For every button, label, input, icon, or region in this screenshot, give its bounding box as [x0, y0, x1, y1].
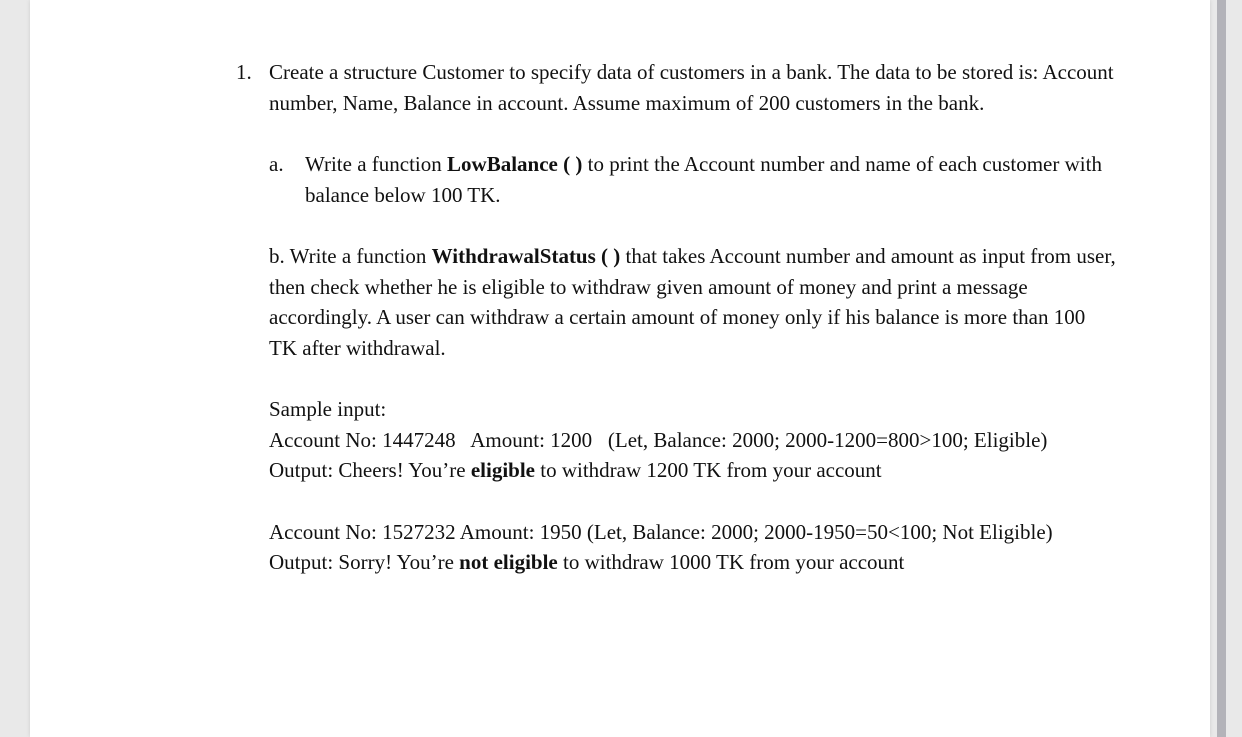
question-1 [236, 57, 1116, 118]
question-text: Create a structure Customer to specify data of customers in a bank. The data to be stored is: Account number, Name, Balance in account. Assume maximum of 200 customers in the bank. [269, 60, 1114, 115]
part-a [269, 149, 1116, 210]
sample-1-output-bold: eligible [470, 458, 535, 482]
question-number: 1. [236, 60, 252, 84]
part-a-function-name: LowBalance ( ) [447, 152, 583, 176]
sample-2-output-pre: Output: Sorry! You’re [269, 550, 460, 574]
document-content [236, 57, 1116, 578]
part-b-function-name: WithdrawalStatus ( ) [431, 244, 621, 268]
sample-1-input-text: Account No: 1447248 Amount: 1200 (Let, Balance: 2000; 2000-1200=800>100; Eligible) [269, 427, 1048, 452]
sample-1-input [269, 425, 1116, 456]
sample-1-output [269, 455, 1116, 486]
sample-1-output-pre: Output: Cheers! You’re [269, 458, 471, 482]
sample-1-output-post: to withdraw 1200 TK from your account [535, 458, 882, 482]
sample-2-output [269, 547, 1116, 578]
sample-1 [269, 394, 1116, 486]
sample-2-output-post: to withdraw 1000 TK from your account [557, 550, 905, 574]
sample-2-output-bold: not eligible [459, 550, 558, 574]
sample-2-input: Account No: 1527232 Amount: 1950 (Let, Balance: 2000; 2000-1950=50<100; Not Eligible) [269, 519, 1053, 544]
part-b-text-pre: b. Write a function [269, 244, 432, 268]
part-b-text-post: that takes Account number and amount as input from user, then check whether he is eligible to withdraw given amount of money and print a message accordingly. A user can withdraw a certain amount of money only if his balance is more than 100 TK after withdrawal. [269, 244, 1116, 360]
part-a-text-pre: Write a function [305, 152, 448, 176]
document-page [30, 0, 1210, 737]
window-edge-bar [1217, 0, 1226, 737]
sample-heading: Sample input: [269, 397, 387, 421]
part-a-text-post: to print the Account number and name of each customer with balance below 100 TK. [305, 152, 1102, 207]
sample-2 [269, 517, 1116, 578]
part-a-label: a. [269, 152, 284, 176]
part-b [269, 241, 1116, 363]
part-b-text [269, 241, 1116, 363]
